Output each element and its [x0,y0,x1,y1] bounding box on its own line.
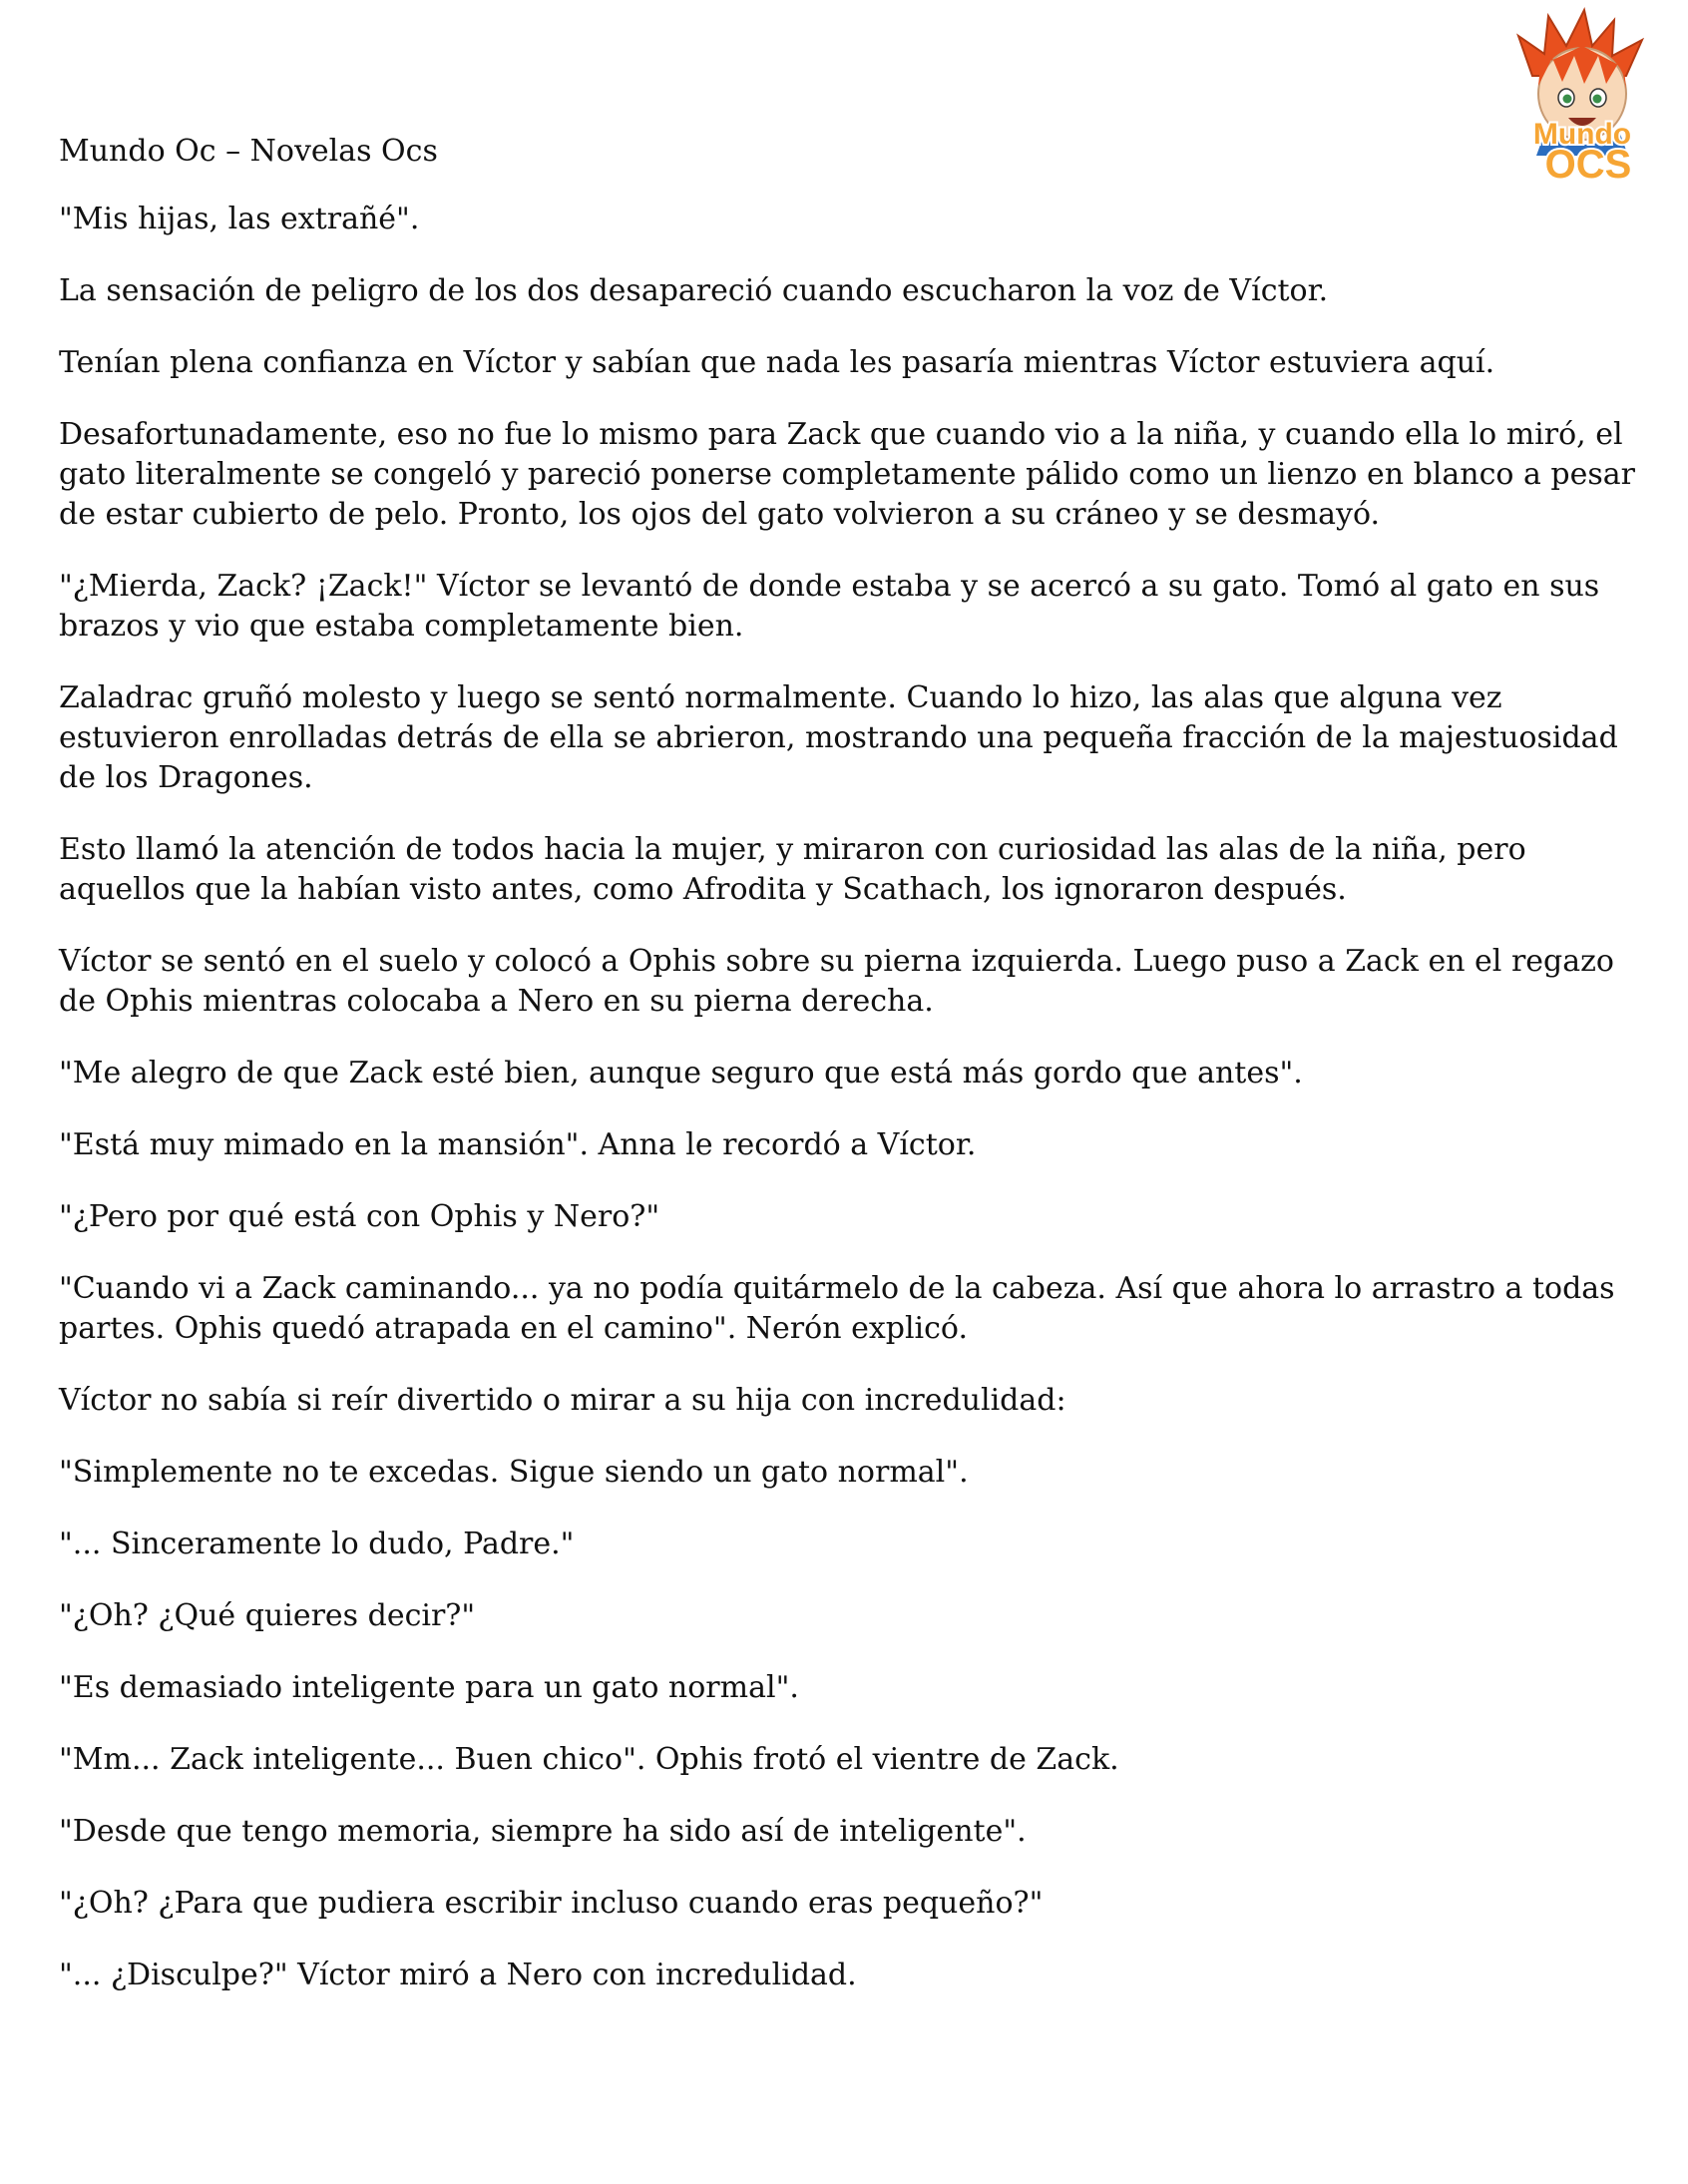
paragraph: "Cuando vi a Zack caminando... ya no podía quitármelo de la cabeza. Así que ahora lo arrastro a todas partes. Ophis quedó atrapada en el camino". Nerón explicó. [59,1271,1615,1346]
paragraph: Tenían plena confianza en Víctor y sabían que nada les pasaría mientras Víctor estuviera aquí. [59,345,1495,380]
paragraph: Zaladrac gruñó molesto y luego se sentó normalmente. Cuando lo hizo, las alas que alguna vez estuvieron enrolladas detrás de ella se abrieron, mostrando una pequeña fracción de la majestuosidad de los Dragones. [59,680,1618,795]
logo-text-line1: Mundo [1532,118,1632,151]
paragraph: "Simplemente no te excedas. Sigue siendo un gato normal". [59,1455,969,1490]
paragraph: "Es demasiado inteligente para un gato normal". [59,1670,799,1705]
paragraph: Esto llamó la atención de todos hacia la mujer, y miraron con curiosidad las alas de la niña, pero aquellos que la habían visto antes, como Afrodita y Scathach, los ignoraron después. [59,832,1526,907]
paragraph: Víctor se sentó en el suelo y colocó a Ophis sobre su pierna izquierda. Luego puso a Zack en el regazo de Ophis mientras colocaba a Nero en su pierna derecha. [59,944,1614,1019]
paragraph: "Me alegro de que Zack esté bien, aunque seguro que está más gordo que antes". [59,1056,1303,1091]
logo-text-line2: OCS [1544,143,1632,184]
page-header: Mundo Oc – Novelas Ocs [59,134,438,169]
paragraph: "¿Oh? ¿Qué quieres decir?" [59,1598,476,1633]
paragraph: "... Sinceramente lo dudo, Padre." [59,1527,575,1561]
paragraph: "Mm... Zack inteligente... Buen chico". Ophis frotó el vientre de Zack. [59,1742,1119,1777]
paragraph: "Mis hijas, las extrañé". [59,202,420,236]
paragraph: "Desde que tengo memoria, siempre ha sido así de inteligente". [59,1814,1027,1849]
paragraph: "... ¿Disculpe?" Víctor miró a Nero con incredulidad. [59,1958,857,1992]
paragraph: "¿Mierda, Zack? ¡Zack!" Víctor se levantó de donde estaba y se acercó a su gato. Tomó al gato en sus brazos y vio que estaba completamente bien. [59,569,1600,644]
mundo-ocs-logo [1496,6,1668,184]
paragraph: Desafortunadamente, eso no fue lo mismo para Zack que cuando vio a la niña, y cuando ella lo miró, el gato literalmente se congeló y pareció ponerse completamente pálido como un lienzo en blanco a pesar de estar cubierto de pelo. Pronto, los ojos del gato volvieron a su cráneo y se desmayó. [59,417,1636,532]
paragraph: "¿Pero por qué está con Ophis y Nero?" [59,1199,660,1234]
paragraph: Víctor no sabía si reír divertido o mirar a su hija con incredulidad: [59,1383,1066,1418]
story-content [59,200,1635,2027]
paragraph: "Está muy mimado en la mansión". Anna le recordó a Víctor. [59,1127,977,1162]
paragraph: La sensación de peligro de los dos desapareció cuando escucharon la voz de Víctor. [59,273,1329,308]
paragraph: "¿Oh? ¿Para que pudiera escribir incluso cuando eras pequeño?" [59,1886,1044,1921]
